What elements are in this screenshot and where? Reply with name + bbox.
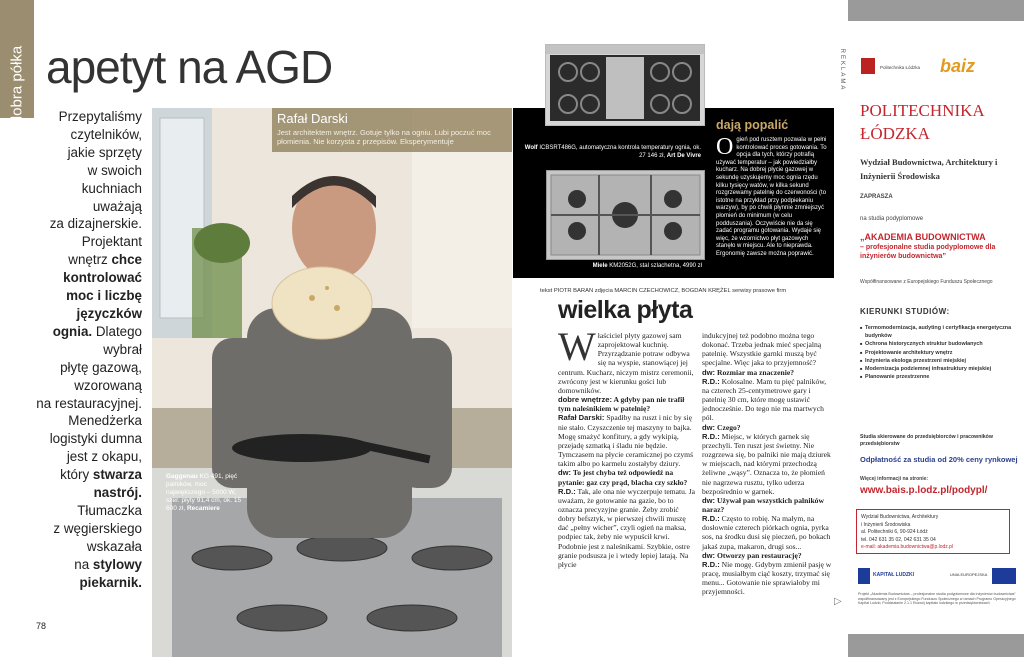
ad-event-title: „AKADEMIA BUDOWNICTWA <box>860 232 986 242</box>
ad-logos-row <box>858 568 1018 586</box>
intro-line: czytelników, <box>70 126 142 142</box>
faculty-logo: baiz <box>940 56 976 76</box>
ad-direction-item: ■ Ochrona historycznych struktur budowlanych <box>860 340 1020 348</box>
article-paragraph: dw: Rozmiar ma znaczenie? <box>702 367 795 377</box>
ad-contact-line: Wydział Budownictwa, Architektury <box>861 514 939 520</box>
ad-department: Wydział Budownictwa, Architektury i Inżynierii Środowiska <box>860 157 998 181</box>
ad-fineprint: Projekt „Akademia Budownictwa – profesjonalne studia podyplomowe dla inżynierów budownictwa” współfinansowany jest z Europejskiego Funduszu Społecznego w ramach Programu Operacyjnego Kapitał Ludzki, Poddziałanie 2.1.1 Rozwój kapitału ludzkiego w przedsiębiorstwach <box>858 592 1016 606</box>
article-column-1 <box>558 324 696 569</box>
article-paragraph: dw: Używał pan wszystkich palników naraz? <box>702 495 824 514</box>
ad-university-line2: ŁÓDZKA <box>860 124 930 143</box>
kapital-ludzki-label: KAPITAŁ LUDZKI <box>873 572 915 578</box>
intro-line: uważają <box>92 198 142 214</box>
intro-line: nastrój. Tłumaczka <box>77 485 142 518</box>
intro-line: Projektant <box>81 234 142 250</box>
miele-cooktop-image <box>546 170 705 260</box>
intro-line: kontrolować <box>63 270 142 286</box>
wolf-caption: Wolf ICBSRT486G, automatyczna kontrola temperatury ognia, ok. 27 146 zł, Art De Vivre <box>524 145 701 159</box>
university-logo-icon <box>861 58 875 74</box>
intro-line: kuchniach <box>81 180 142 196</box>
article-paragraph: dw: Otworzy pan restaurację? <box>702 550 802 560</box>
intro-line: w swoich <box>87 162 142 178</box>
section-tab-label: dobra półka <box>8 45 26 125</box>
ad-cofund: Współfinansowane z Europejskiego Funduszu Społecznego <box>860 279 993 285</box>
person-name: Rafał Darski <box>277 111 348 126</box>
intro-text <box>30 108 142 591</box>
article-paragraph: indukcyjnej też podobno można tego dokonać. Trzeba jednak mieć specjalną patelnię. Wszystkie garnki muszą być specjalne. Więc jaka to przyjemność? <box>702 331 822 368</box>
ad-direction-item: ■ Modernizacja podziemnej infrastruktury miejskiej <box>860 365 1020 373</box>
intro-line: wnętrz chce <box>68 252 142 268</box>
ad-more-info: Więcej informacji na stronie: <box>860 476 929 482</box>
ad-bottom-bar <box>848 634 1024 657</box>
intro-line: który stwarza <box>60 467 142 483</box>
sidebar-text: Ogień pod rusztem pozwala w pełni kontrolować proces gotowania. To opcja dla tych, którzy potrafią używać temperatur – jak powiedziałby kucharz. Na dobrej płycie gazowej w sekundę uzyskujemy moc ognia rzędu kilku tysięcy watów, w kilka sekund rozgrzewamy patelnię do czerwoności (to istotne na przykład przy podpiekaniu warzyw), by po chwili płynnie zmniejszyć płomień do minimum (w celu podduszania). Oczywiście nie da się zadać programu gotowania. Wydaje się więc, że wzornictwo płyt gazowych stanęło w miejscu. Ale to nieprawda. Ergonomię zawsze można poprawić. <box>716 134 827 257</box>
intro-line: jest z okapu, <box>66 449 142 465</box>
ad-direction-item: ■ Projektowanie architektury wnętrz <box>860 349 1020 357</box>
intro-line: logistyki dumna <box>49 431 142 447</box>
intro-line: wzorowaną <box>74 377 142 393</box>
ad-direction-item: ■ Inżynieria ekologa przestrzeni miejskiej <box>860 357 1020 365</box>
page-number: 78 <box>36 621 47 631</box>
ad-invite: ZAPRASZA <box>860 194 893 200</box>
ad-directions-heading: KIERUNKI STUDIÓW: <box>860 307 950 316</box>
intro-line: na restauracyjnej. <box>36 395 142 411</box>
ad-contact-box <box>856 509 1010 554</box>
article-paragraph: dw: Czego? <box>702 422 741 432</box>
eu-flag-icon <box>992 568 1016 584</box>
article-paragraph: Rafał Darski: Spadłby na ruszt i nic by się nie stało. Czyszczenie tej maszyny to bajka. Mogę smażyć konfitury, a gdy wykipią, przejadę szmatką i śladu nie będzie. Tymczasem na płycie ceramicznej po czymś takim albo po karmelu zostałyby dziury. <box>558 413 694 469</box>
ad-direction-item: ■ Termomodernizacja, audyting i certyfikacja energetyczna budynków <box>860 324 1020 340</box>
article-paragraph: R.D.: Nie mogę. Gdybym zmienił pasję w pracę, musiałbym ciąć koszty, trzymać się menu... Gotowanie nie sprawiałoby mi przyjemności. <box>702 559 832 597</box>
intro-line: Menedżerka <box>68 413 142 429</box>
university-logo-text: Politechnika Łódzka <box>880 65 921 70</box>
ad-url-link[interactable]: www.bais.p.lodz.pl/podypl/ <box>860 485 988 496</box>
intro-line: moc i liczbę <box>66 288 142 304</box>
intro-line: ognia. Dlatego wybrał <box>52 323 142 357</box>
article-title: wielka płyta <box>558 296 693 324</box>
ad-directions-list <box>860 324 1020 381</box>
article-column-2 <box>702 331 832 597</box>
article-paragraph: R.D.: Kolosalne. Mam tu pięć palników, na czterech 25-centymetrowe gary i patelnię 30 cm, które mogę ustawić jednocześnie. Do tego nie ma martwych pól. <box>702 376 827 423</box>
gaggenau-caption: Gaggenau KG 491, pięć palników, moc największego – 5000 W, szer. płyty 91,4 cm, ok. 15 600 zł, Recamiere <box>166 473 242 512</box>
ad-direction-item: ■ Planowanie przestrzenne <box>860 373 1020 381</box>
article-paragraph: dobre wnętrze: A gdyby pan nie trafił tym naleśnikiem w patelnię? <box>558 395 685 414</box>
intro-line: za dizajnerskie. <box>49 216 142 232</box>
ad-study-note: Studia skierowane do przedsiębiorców i pracowników przedsiębiorstw <box>860 434 993 447</box>
page-title: apetyt na AGD <box>46 41 333 93</box>
ad-contact-line: al. Politechniki 6, 90-924 Łódź <box>861 529 928 535</box>
intro-line: z węgierskiego <box>53 520 142 536</box>
intro-line: języczków <box>76 305 142 321</box>
article-paragraph: R.D.: Często to robię. Na małym, na dosłownie czterech piórkach ognia, pyrka sos, na środku dusi się pieczeń, po bokach jakaś zupa, makaron, drugi sos... <box>702 514 831 551</box>
ad-contact-line: i Inżynierii Środowiska <box>861 521 911 528</box>
article-paragraph: dw: To jest chyba też odpowiedź na pytanie: gaz czy prąd, blacha czy szkło? <box>558 468 688 487</box>
next-page-arrow-icon: ▷ <box>834 596 842 607</box>
article-paragraph: Właściciel płyty gazowej sam zaprojektował kuchnię. Przyrządzanie potraw odbywa się na wyspie, stanowiącej jej centrum. Kucharz, niczym mistrz ceremonii, zwrócony jest w kierunku gości lub domowników. <box>558 324 694 395</box>
article-credits: tekst PIOTR BARAN zdjęcia MARCIN CZECHOWICZ, BOGDAN KRĘŻEL serwisy prasowe firm <box>540 288 787 294</box>
ad-top-bar <box>848 0 1024 21</box>
intro-line: Przepytaliśmy <box>58 109 142 124</box>
ad-university-line1: POLITECHNIKA <box>860 101 985 120</box>
wolf-cooktop-image <box>545 44 705 126</box>
intro-line: na stylowy <box>74 556 142 572</box>
intro-line: płytę gazową, <box>60 359 142 375</box>
person-description: Jest architektem wnętrz. Gotuje tylko na ogniu. Lubi poczuć moc płomienia. Nie korzysta z przepisów. Eksperymentuje <box>277 128 491 146</box>
chef-photo <box>152 108 512 657</box>
ad-discount: Odpłatność za studia od 20% ceny rynkowej <box>860 455 1018 464</box>
intro-line: jakie sprzęty <box>67 144 142 160</box>
intro-line: piekarnik. <box>79 574 142 590</box>
article-paragraph: R.D.: Tak, ale ona nie wyczerpuje tematu. Ja uważam, że gotowanie na gazie, bo to oznacza precyzyjne granie. Żeby zrobić dobry befsztyk, w pierwszej chwili muszę dać „pełny wicher”, czyli ogień na maksa, podpiec tak, żeby nie wypuścił krwi. Podobnie jest z naleśnikami. Szybkie, ostre granie podsusza je i wtedy lepiej latają. Na płycie <box>558 486 696 569</box>
miele-caption: Miele KM2052G, stal szlachetna, 4990 zł <box>592 263 702 269</box>
ad-to-event: na studia podyplomowe <box>860 216 924 222</box>
ad-contact-line: tel. 042 631 35 02, 042 631 35 04 <box>861 536 936 543</box>
advertisement-label: REKLAMA <box>839 48 845 92</box>
ad-event-subtitle: – profesjonalne studia podyplomowe dla inżynierów budownictwa” <box>860 244 996 260</box>
article-paragraph: R.D.: Miejsc, w których garnek się przechyli. Ten ruszt jest świetny. Nie rozgrzewa się, bo palniki nie mają dziurek w miejscach, nad którymi przechodzą żeliwne „wąsy”. Oznacza to, że płomień nie nagrzewa rusztu, tylko uderza bezpośrednio w garnek. <box>702 431 831 496</box>
intro-line: wskazała <box>86 538 142 554</box>
ad-contact-line[interactable]: e-mail: akademia.budownictwa@p.lodz.pl <box>861 544 954 550</box>
kapital-ludzki-icon <box>858 568 870 584</box>
sidebar-heading: dają popalić <box>716 118 789 132</box>
eu-label: UNIA EUROPEJSKA <box>950 572 988 577</box>
